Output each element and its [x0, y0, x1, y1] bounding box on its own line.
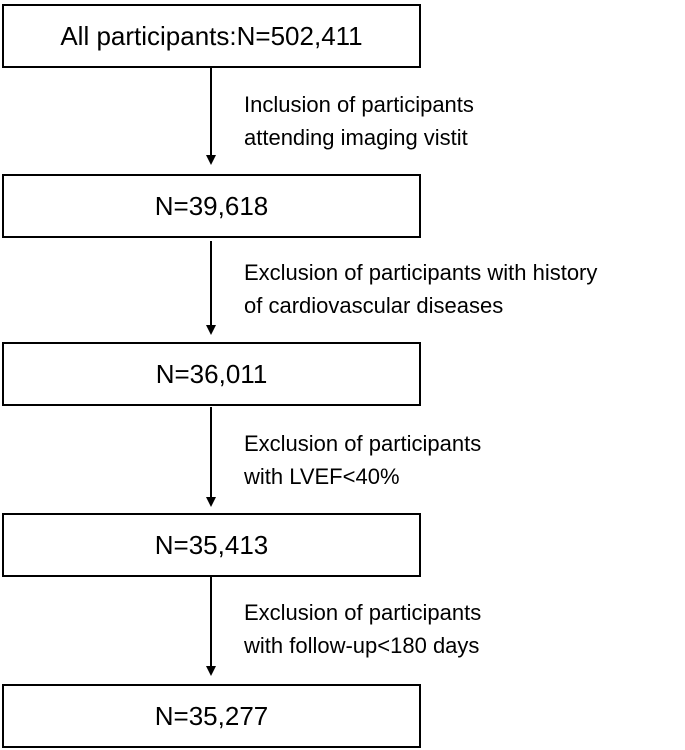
- step-note-1-line1: Inclusion of participants: [244, 92, 474, 117]
- step-note-2: [244, 256, 597, 322]
- step-note-1-line2: attending imaging vistit: [244, 125, 468, 150]
- step-note-4-line2: with follow-up<180 days: [244, 633, 480, 658]
- box-all-participants-label: All participants:N=502,411: [60, 20, 363, 51]
- box-lvef-label: N=35,413: [154, 529, 269, 560]
- step-note-3: [244, 427, 481, 493]
- box-final-cohort: [2, 684, 421, 748]
- step-note-2-line1: Exclusion of participants with history: [244, 260, 598, 285]
- step-note-3-line1: Exclusion of participants: [244, 431, 482, 456]
- box-lvef: [2, 513, 421, 577]
- box-imaging-visit-label: N=39,618: [154, 190, 269, 221]
- box-final-cohort-label: N=35,277: [154, 700, 269, 731]
- box-no-cvd: [2, 342, 421, 406]
- box-all-participants: [2, 4, 421, 68]
- box-imaging-visit: [2, 174, 421, 238]
- step-note-1: [244, 88, 474, 154]
- step-note-4: [244, 596, 481, 662]
- box-no-cvd-label: N=36,011: [155, 358, 268, 389]
- step-note-2-line2: of cardiovascular diseases: [244, 293, 504, 318]
- step-note-3-line2: with LVEF<40%: [244, 464, 400, 489]
- step-note-4-line1: Exclusion of participants: [244, 600, 482, 625]
